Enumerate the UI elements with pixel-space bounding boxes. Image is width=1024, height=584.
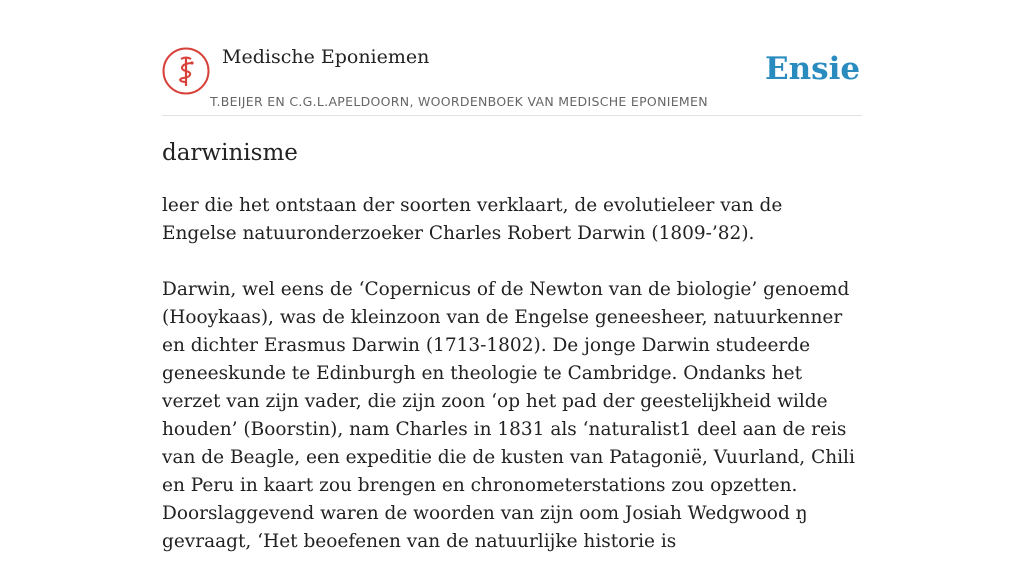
entry-body — [162, 192, 862, 584]
brand-logo[interactable]: Ensie — [765, 51, 861, 87]
header-divider — [162, 115, 862, 116]
entry-paragraph-2: Darwin, wel eens de ‘Copernicus of de Newton van de biologie’ genoemd (Hooykaas), was de kleinzoon van de Engelse geneesheer, natuurkenner en dichter Erasmus Darwin (1713-1802). De jonge Darwin studeerde geneeskunde te Edinburgh en theologie te Cambridge. Ondanks het verzet van zijn vader, die zijn zoon ‘op het pad der geestelijkheid wilde houden’ (Boorstin), nam Charles in 1831 als ‘naturalist1 deel aan de reis van de Beagle, een expeditie die de kusten van Patagonië, Vuurland, Chili en Peru in kaart zou brengen en chronometerstations zou opzetten. Doorslaggevend waren de woorden van zijn oom Josiah Wedgwood ŋ gevraagt, ‘Het beoefenen van de natuurlijke historie is — [162, 279, 855, 552]
entry-paragraph-1: leer die het ontstaan der soorten verklaart, de evolutieleer van de Engelse natuuronderzoeker Charles Robert Darwin (1809-’82). — [162, 195, 783, 244]
source-title[interactable]: Medische Eponiemen — [222, 46, 430, 68]
source-subtitle: T.BEIJER EN C.G.L.APELDOORN, WOORDENBOEK VAN MEDISCHE EPONIEMEN — [210, 94, 708, 109]
medical-staff-icon[interactable] — [162, 47, 210, 95]
entry-term: darwinisme — [162, 140, 298, 166]
